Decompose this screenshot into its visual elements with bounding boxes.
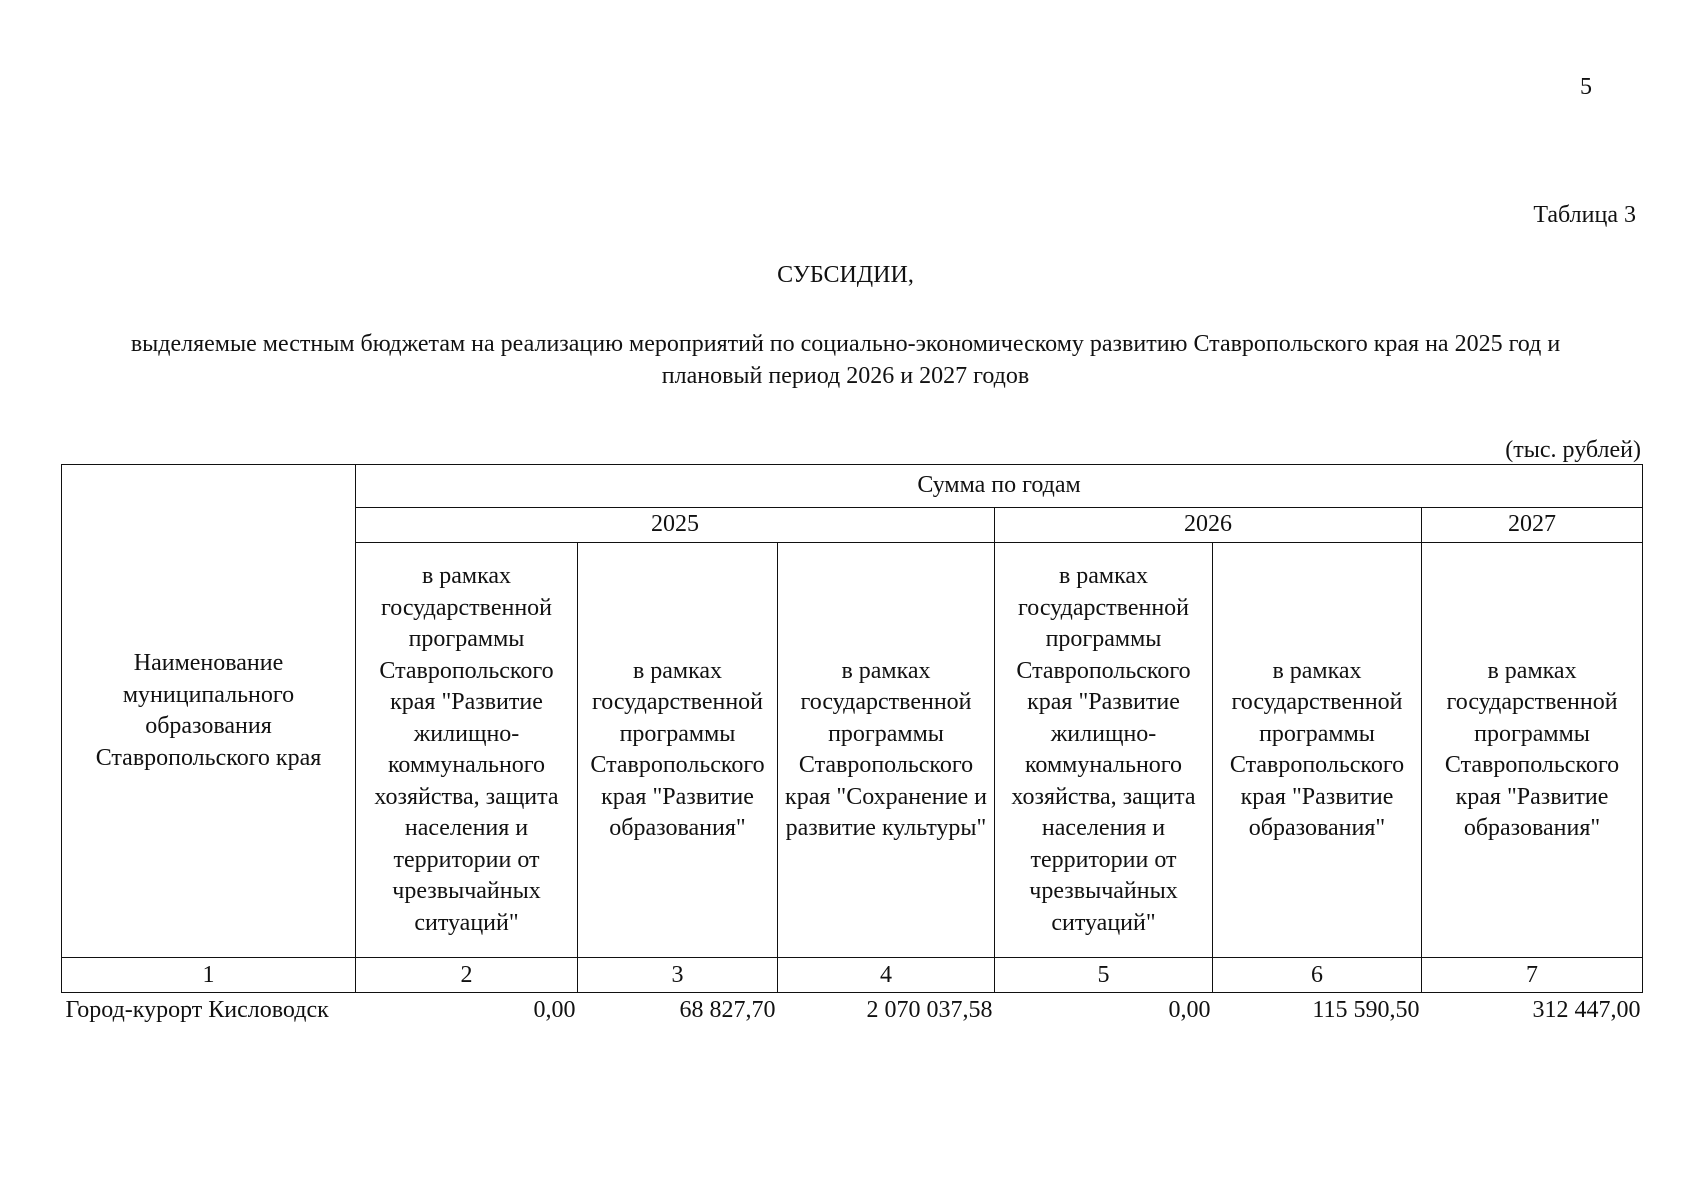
program-header-education-2027: в рамках государственной программы Ставропольского края "Развитие образования" <box>1422 543 1643 958</box>
year-header-2027: 2027 <box>1422 508 1643 543</box>
value-cell: 0,00 <box>533 997 576 1023</box>
value-cell: 0,00 <box>1168 997 1211 1023</box>
year-header-2026: 2026 <box>995 508 1422 543</box>
table-row <box>62 993 1643 1030</box>
program-header-education-2025: в рамках государственной программы Ставропольского края "Развитие образования" <box>578 543 778 958</box>
subsidies-table <box>61 464 1643 1029</box>
table-label: Таблица 3 <box>1533 202 1636 228</box>
page-number: 5 <box>1580 74 1592 100</box>
value-cell: 115 590,50 <box>1312 997 1420 1023</box>
units-label: (тыс. рублей) <box>1505 437 1641 463</box>
program-header-housing-2026: в рамках государственной программы Ставропольского края "Развитие жилищно-коммунального хозяйства, защита населения и территории от чрезвычайных ситуаций" <box>995 543 1213 958</box>
program-header-housing-2025: в рамках государственной программы Ставропольского края "Развитие жилищно-коммунального хозяйства, защита населения и территории от чрезвычайных ситуаций" <box>356 543 578 958</box>
value-cell: 312 447,00 <box>1532 997 1641 1023</box>
column-number: 1 <box>62 958 356 993</box>
municipality-name-cell: Город-курорт Кисловодск <box>65 997 329 1023</box>
column-number: 3 <box>578 958 778 993</box>
value-cell: 68 827,70 <box>679 997 776 1023</box>
document-title: СУБСИДИИ, <box>777 262 914 288</box>
document-subtitle: выделяемые местным бюджетам на реализацию мероприятий по социально-экономическому развитию Ставропольского края на 2025 год и плановый период 2026 и 2027 годов <box>130 331 1561 389</box>
column-number: 5 <box>995 958 1213 993</box>
column-number: 6 <box>1213 958 1422 993</box>
value-cell: 2 070 037,58 <box>866 997 993 1023</box>
column-number: 4 <box>778 958 995 993</box>
year-header-2025: 2025 <box>356 508 995 543</box>
program-header-education-2026: в рамках государственной программы Ставропольского края "Развитие образования" <box>1213 543 1422 958</box>
column-number: 2 <box>356 958 578 993</box>
sum-by-years-header: Сумма по годам <box>356 465 1643 508</box>
program-header-culture-2025: в рамках государственной программы Ставропольского края "Сохранение и развитие культуры" <box>778 543 995 958</box>
column-number: 7 <box>1422 958 1643 993</box>
municipality-name-header: Наименование муниципального образования Ставропольского края <box>62 465 356 958</box>
